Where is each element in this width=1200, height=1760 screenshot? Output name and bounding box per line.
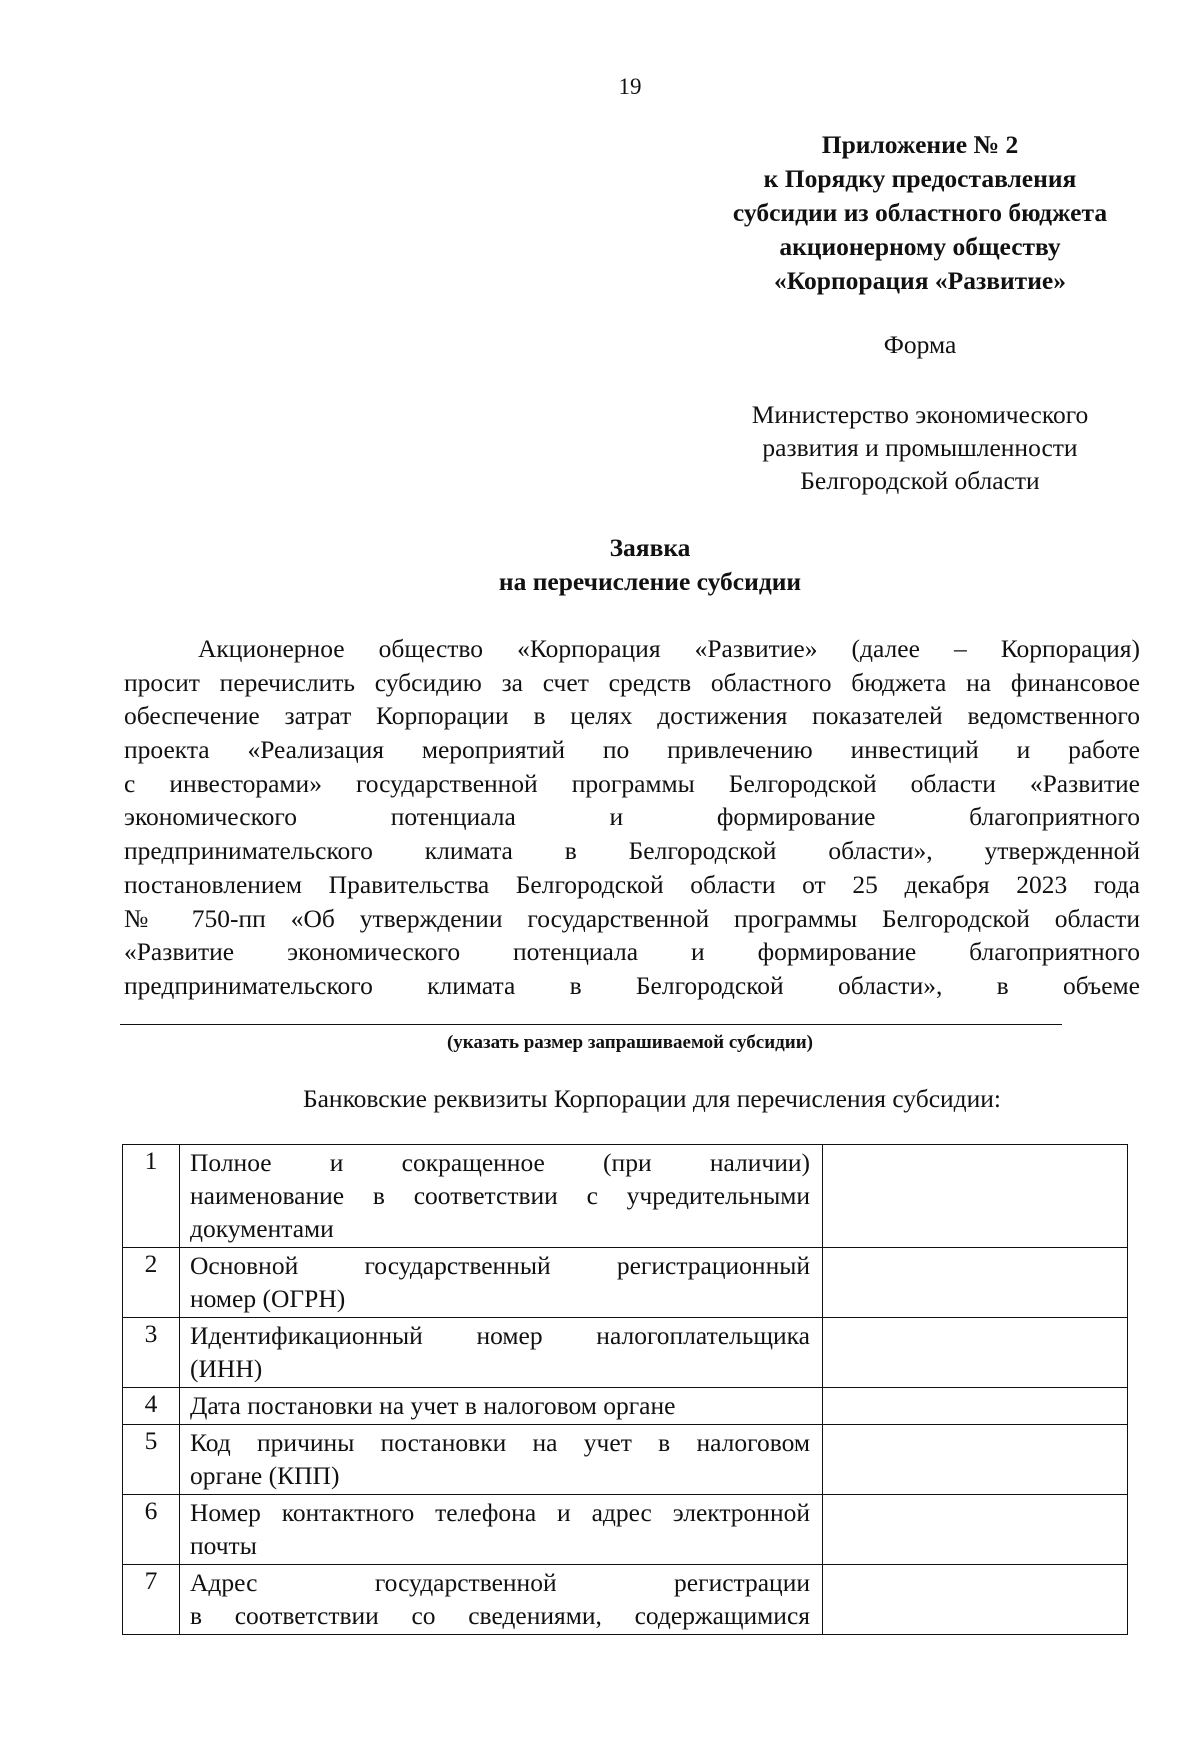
row-number: 7	[123, 1565, 180, 1635]
row-label	[180, 1318, 823, 1388]
appendix-line: акционерному обществу	[779, 232, 1061, 261]
row-label-line: Полное и сокращенное (при наличии)	[190, 1148, 810, 1177]
table-row	[123, 1388, 1128, 1425]
row-number: 3	[123, 1318, 180, 1388]
row-label-line: Номер контактного телефона и адрес электронной	[190, 1498, 810, 1527]
row-label	[180, 1495, 823, 1565]
ministry-line: Белгородской области	[800, 466, 1040, 495]
bank-details-table	[122, 1144, 1128, 1635]
title-line-1: Заявка	[609, 533, 691, 562]
paragraph-line: с инвесторами» государственной программы Белгородской области «Развитие	[124, 768, 1140, 798]
row-label-line: органе (КПП)	[190, 1461, 340, 1490]
addressee-ministry	[700, 398, 1140, 497]
row-label	[180, 1145, 823, 1248]
row-number: 5	[123, 1425, 180, 1495]
bank-details-heading: Банковские реквизиты Корпорации для перечисления субсидии:	[302, 1084, 1002, 1113]
row-label-line: наименование в соответствии с учредительными	[190, 1181, 810, 1210]
paragraph-line: предпринимательского климата в Белгородской области», в объеме	[124, 970, 1140, 1000]
row-value-cell[interactable]	[823, 1565, 1128, 1635]
appendix-line: субсидии из областного бюджета	[732, 198, 1108, 227]
paragraph-line: предпринимательского климата в Белгородской области», утвержденной	[124, 836, 1140, 866]
ministry-line: развития и промышленности	[762, 433, 1078, 462]
ministry-line: Министерство экономического	[751, 400, 1089, 429]
row-label-line: Адрес государственной регистрации	[190, 1568, 810, 1597]
row-label-line: Идентификационный номер налогоплательщика	[190, 1321, 810, 1350]
paragraph-line: «Развитие экономического потенциала и формирование благоприятного	[124, 937, 1140, 967]
title-line-2: на перечисление субсидии	[498, 567, 802, 596]
paragraph-line: № 750-пп «Об утверждении государственной программы Белгородской области	[124, 903, 1140, 933]
table-row	[123, 1565, 1128, 1635]
row-value-cell[interactable]	[823, 1425, 1128, 1495]
row-number: 6	[123, 1495, 180, 1565]
paragraph-line: Акционерное общество «Корпорация «Развитие» (далее – Корпорация)	[198, 634, 1140, 663]
row-label	[180, 1565, 823, 1635]
row-label-line: номер (ОГРН)	[190, 1284, 346, 1313]
row-label-line: Основной государственный регистрационный	[190, 1251, 810, 1280]
row-label-line: в соответствии со сведениями, содержащимися	[190, 1601, 810, 1630]
row-number: 4	[123, 1388, 180, 1425]
table-row	[123, 1248, 1128, 1318]
row-number: 1	[123, 1145, 180, 1248]
paragraph-line: проекта «Реализация мероприятий по привлечению инвестиций и работе	[124, 735, 1140, 765]
form-label: Форма	[883, 330, 957, 359]
request-paragraph	[124, 632, 1140, 1003]
table-row	[123, 1425, 1128, 1495]
appendix-line: «Корпорация «Развитие»	[774, 266, 1066, 295]
row-number: 2	[123, 1248, 180, 1318]
row-label-line: почты	[190, 1531, 257, 1560]
paragraph-line: экономического потенциала и формирование благоприятного	[124, 802, 1140, 832]
paragraph-line: постановлением Правительства Белгородской области от 25 декабря 2023 года	[124, 869, 1140, 899]
amount-hint: (указать размер запрашиваемой субсидии)	[446, 1032, 813, 1053]
row-value-cell[interactable]	[823, 1495, 1128, 1565]
subsidy-amount-field[interactable]	[120, 1024, 1062, 1025]
row-label	[180, 1248, 823, 1318]
appendix-header	[700, 128, 1140, 298]
paragraph-line: просит перечислить субсидию за счет средств областного бюджета на финансовое	[124, 667, 1140, 697]
row-value-cell[interactable]	[823, 1145, 1128, 1248]
document-title	[120, 531, 1180, 599]
page-number: 19	[618, 74, 642, 99]
paragraph-line: обеспечение затрат Корпорации в целях достижения показателей ведомственного	[124, 701, 1140, 731]
table-row	[123, 1145, 1128, 1248]
row-label-line: Код причины постановки на учет в налоговом	[190, 1428, 810, 1457]
row-label	[180, 1425, 823, 1495]
row-value-cell[interactable]	[823, 1248, 1128, 1318]
row-label-line: (ИНН)	[190, 1354, 263, 1383]
row-value-cell[interactable]	[823, 1388, 1128, 1425]
row-value-cell[interactable]	[823, 1318, 1128, 1388]
appendix-line: к Порядку предоставления	[763, 164, 1077, 193]
table-row	[123, 1495, 1128, 1565]
row-label-line: документами	[190, 1214, 334, 1243]
row-label-line: Дата постановки на учет в налоговом органе	[190, 1391, 676, 1420]
row-label	[180, 1388, 823, 1425]
table-row	[123, 1318, 1128, 1388]
appendix-line: Приложение № 2	[821, 130, 1019, 159]
